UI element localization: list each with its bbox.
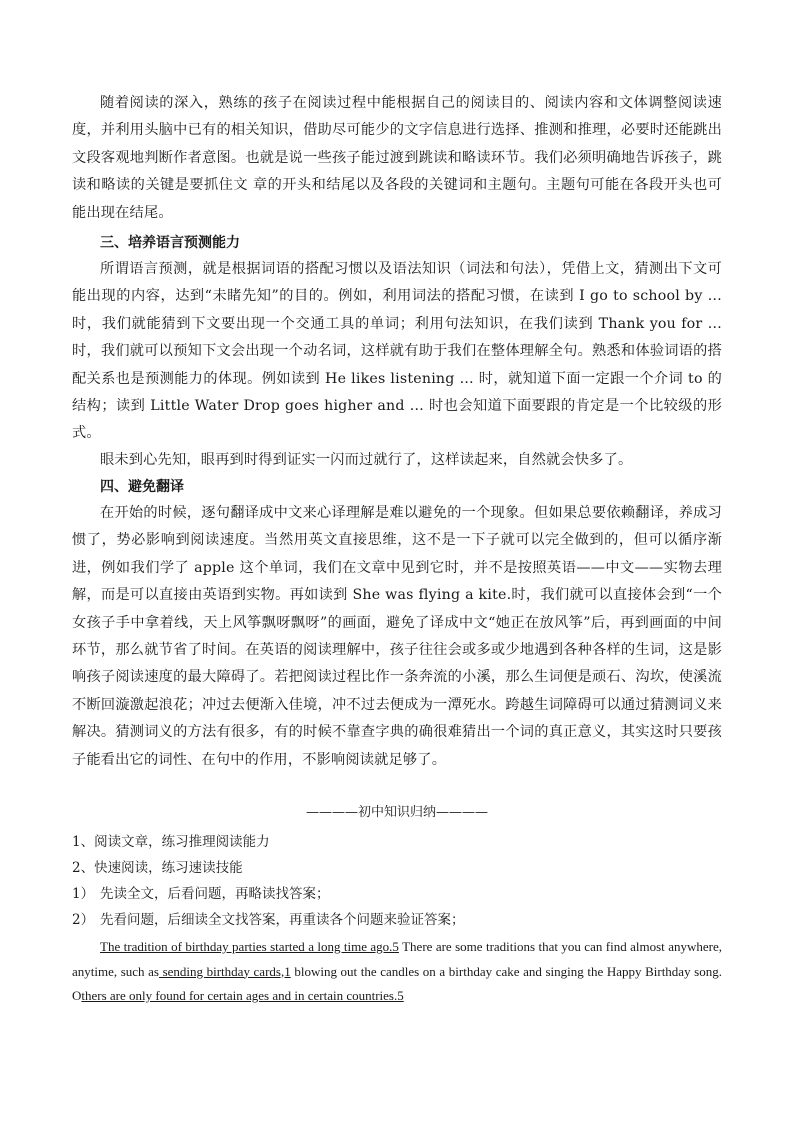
- summary-item-4: [72, 908, 465, 928]
- underlined-sentence-2: sending birthday cards,1: [158, 963, 291, 979]
- summary-item-4-number: 2）: [72, 912, 95, 928]
- underlined-sentence-1: The tradition of birthday parties started a long time ago.5: [100, 939, 399, 954]
- paragraph-prediction: 所谓语言预测，就是根据词语的搭配习惯以及语法知识（词法和句法），凭借上文，猜测出下文可能出现的内容，达到“未睹先知”的目的。例如，利用词法的搭配习惯，在读到 I go to school by … 时，我们就能猜到下文要出现一个交通工具的单词；利用句法知识，在我们读到 Thank you for … 时，我们就可以预知下文会出现一个动名词，这样就有助于我们在整体理解全句。熟悉和体验词语的搭配关系也是预测能力的体现。例如读到 He likes listening … 时，就知道下面一定跟一个介词 to 的结构；读到 Little Water Drop goes higher and … 时也会知道下面要跟的肯定是一个比较级的形式。: [72, 261, 722, 442]
- paragraph-skimming: 随着阅读的深入，熟练的孩子在阅读过程中能根据自己的阅读目的、阅读内容和文体调整阅读速度，并利用头脑中已有的相关知识，借助尽可能少的文字信息进行选择、推测和推理，必要时还能跳出文段客观地判断作者意图。也就是说一些孩子能过渡到跳读和略读环节。我们必须明确地告诉孩子，跳读和略读的关键是要抓住文 章的开头和结尾以及各段的关键词和主题句。主题句可能在各段开头也可能出现在结尾。: [72, 95, 722, 221]
- english-sample-passage: [72, 935, 722, 1009]
- paragraph-eye-mind: 眼未到心先知，眼再到时得到证实一闪而过就行了，这样读起来，自然就会快多了。: [100, 452, 633, 468]
- summary-item-3-number: 1）: [72, 886, 95, 902]
- section-divider: ————初中知识归纳————: [305, 805, 488, 820]
- summary-item-2: 2、快速阅读，练习速读技能: [72, 860, 243, 876]
- passage-text-2: blowing out the candles on a birthday cake and singing the Happy Birthday song. O: [72, 963, 722, 1003]
- summary-item-3: [72, 882, 330, 902]
- paragraph-avoid-translation: 在开始的时候，逐句翻译成中文来心译理解是难以避免的一个现象。但如果总要依赖翻译，养成习惯了，势必影响到阅读速度。当然用英文直接思维，这不是一下子就可以完全做到的，但可以循序渐进，例如我们学了 apple 这个单词，我们在文章中见到它时，并不是按照英语——中文——实物去理解，而是可以直接由英语到实物。再如读到 She was flying a kite.时，我们就可以直接体会到“一个女孩子手中拿着线，天上风筝飘呀飘呀”的画面，避免了译成中文“她正在放风筝”后，再到画面的中间环节，那么就节省了时间。在英语的阅读理解中，孩子往往会或多或少地遇到各种各样的生词，这是影响孩子阅读速度的最大障碍了。若把阅读过程比作一条奔流的小溪，那么生词便是顽石、沟坎，使溪流不断回漩激起浪花；冲过去便渐入佳境，冲不过去便成为一潭死水。跨越生词障碍可以通过猜测词义来解决。猜测词义的方法有很多，有的时候不靠查字典的确很难猜出一个词的真正意义，其实这时只要孩子能看出它的词性、在句中的作用，不影响阅读就足够了。: [72, 505, 722, 768]
- passage-text-1: There are some traditions that you can find almost anywhere, anytime, such as: [72, 939, 722, 979]
- summary-item-1: 1、阅读文章，练习推理阅读能力: [72, 834, 270, 850]
- section-heading-prediction: 三、培养语言预测能力: [100, 235, 240, 251]
- summary-item-4-text: 先看问题，后细读全文找答案，再重读各个问题来验证答案；: [100, 912, 465, 928]
- summary-item-3-text: 先读全文，后看问题，再略读找答案；: [100, 886, 330, 902]
- section-heading-avoid-translation: 四、避免翻译: [100, 479, 184, 495]
- underlined-sentence-3: thers are only found for certain ages and in certain countries.5: [81, 988, 404, 1003]
